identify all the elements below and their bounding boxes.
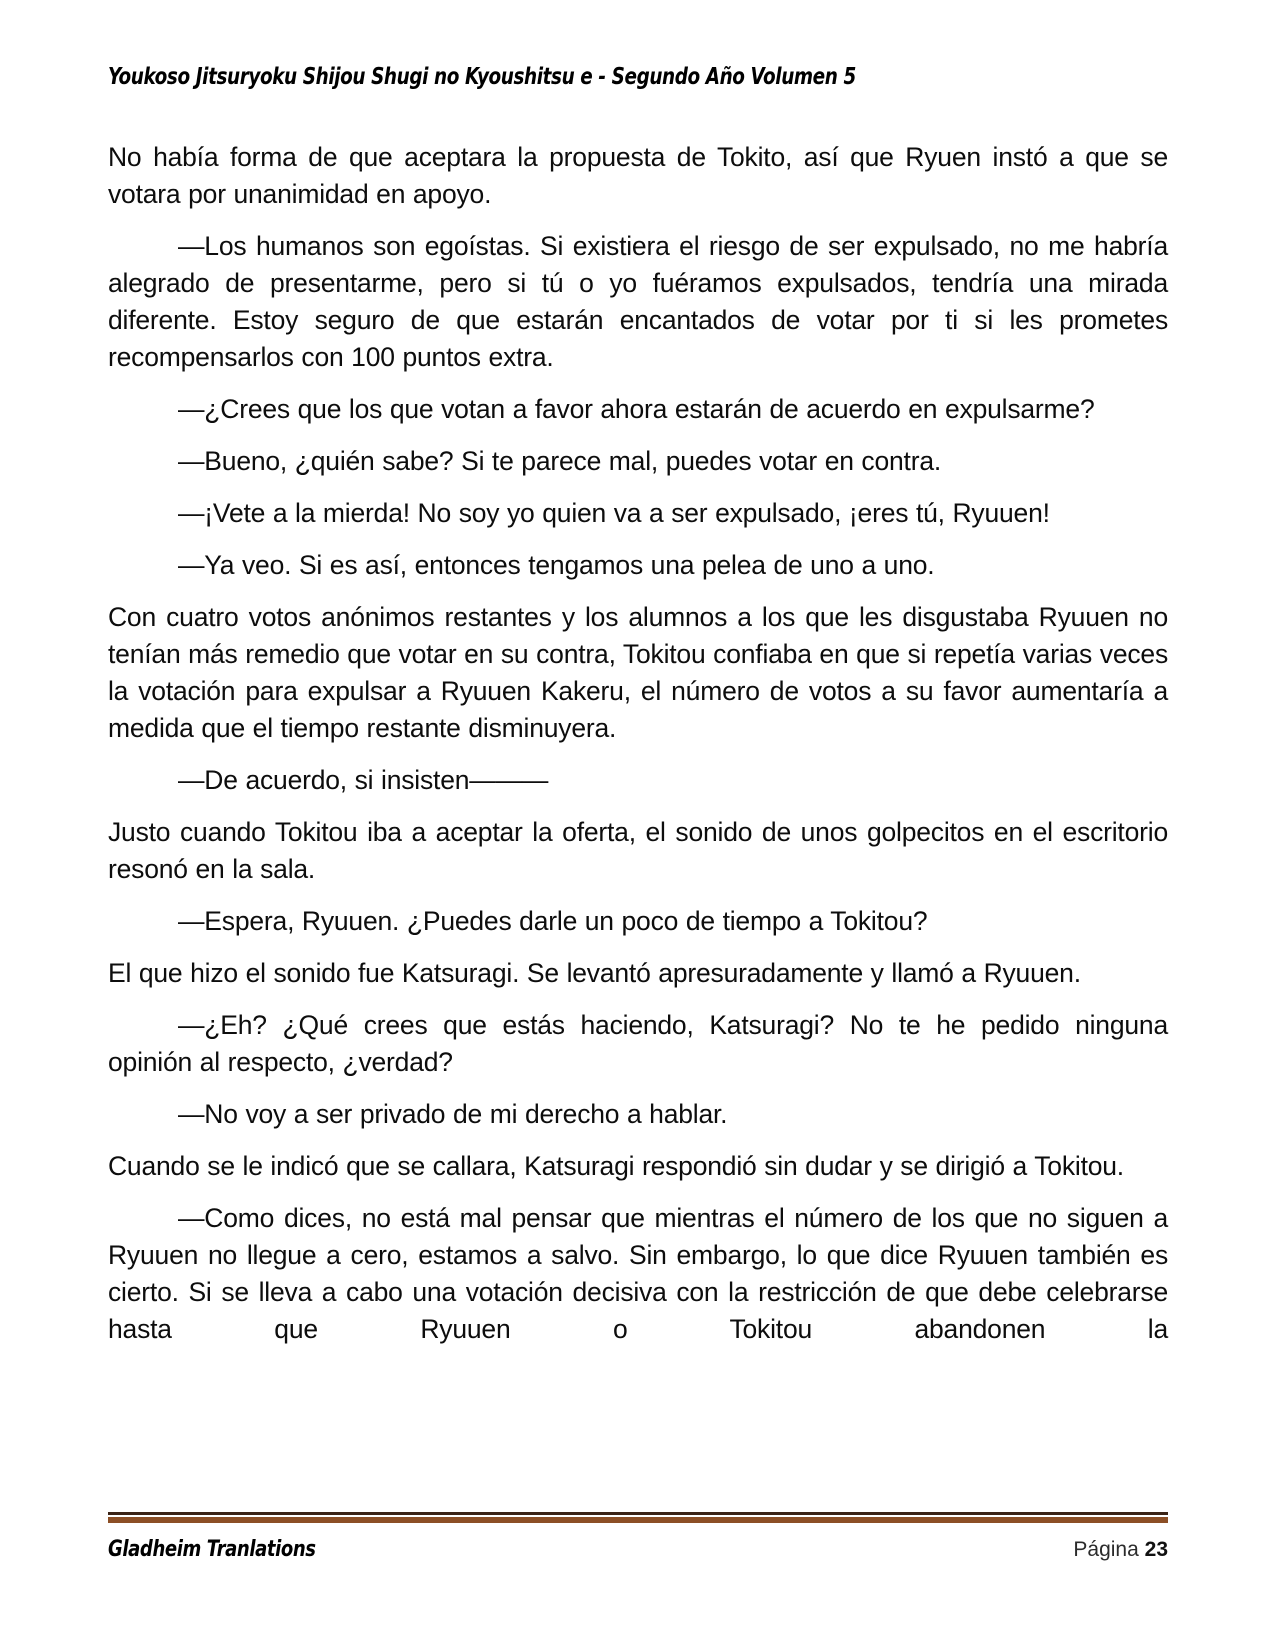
page-number [1073,1538,1168,1562]
paragraph-narration: No había forma de que aceptara la propuesta de Tokito, así que Ryuen instó a que se votara por unanimidad en apoyo. [108,142,1168,209]
paragraph-dialogue: —¿Eh? ¿Qué crees que estás haciendo, Katsuragi? No te he pedido ninguna opinión al respecto, ¿verdad? [108,1010,1168,1077]
translator-credit: Gladheim Tranlations [108,1537,316,1562]
page-footer [108,1512,1168,1562]
paragraph-narration: Justo cuando Tokitou iba a aceptar la oferta, el sonido de unos golpecitos en el escritorio resonó en la sala. [108,817,1168,884]
footer-rule-dark-line [108,1512,1168,1515]
paragraph-narration: Cuando se le indicó que se callara, Katsuragi respondió sin dudar y se dirigió a Tokitou. [108,1151,1124,1181]
paragraph-dialogue: —No voy a ser privado de mi derecho a hablar. [178,1099,728,1129]
page-body [108,139,1168,1363]
paragraph-dialogue: —Bueno, ¿quién sabe? Si te parece mal, puedes votar en contra. [178,446,942,476]
paragraph-dialogue: —¡Vete a la mierda! No soy yo quien va a ser expulsado, ¡eres tú, Ryuuen! [178,498,1050,528]
page-header-title: Youkoso Jitsuryoku Shijou Shugi no Kyoushitsu e - Segundo Año Volumen 5 [108,64,856,90]
footer-rule-brown-line [108,1517,1168,1523]
page-number-value: 23 [1144,1538,1168,1561]
paragraph-dialogue: —Como dices, no está mal pensar que mientras el número de los que no siguen a Ryuuen no llegue a cero, estamos a salvo. Sin embargo, lo que dice Ryuuen también es cierto. Si se lleva a cabo una votación decisiva con la restricción de que debe celebrarse hasta que Ryuuen o Tokitou abandonen la [108,1203,1168,1344]
paragraph-dialogue: —De acuerdo, si insisten——— [178,765,549,795]
footer-rule [108,1512,1168,1523]
paragraph-dialogue: —Los humanos son egoístas. Si existiera el riesgo de ser expulsado, no me habría alegrado de presentarme, pero si tú o yo fuéramos expulsados, tendría una mirada diferente. Estoy seguro de que estarán encantados de votar por ti si les prometes recompensarlos con 100 puntos extra. [108,231,1168,372]
page-number-label: Página [1073,1538,1139,1561]
footer-text-row [108,1537,1168,1562]
paragraph-dialogue: —¿Crees que los que votan a favor ahora estarán de acuerdo en expulsarme? [178,394,1095,424]
paragraph-narration: Con cuatro votos anónimos restantes y los alumnos a los que les disgustaba Ryuuen no tenían más remedio que votar en su contra, Tokitou confiaba en que si repetía varias veces la votación para expulsar a Ryuuen Kakeru, el número de votos a su favor aumentaría a medida que el tiempo restante disminuyera. [108,602,1168,743]
paragraph-dialogue: —Espera, Ryuuen. ¿Puedes darle un poco de tiempo a Tokitou? [178,906,928,936]
page-header [108,64,1167,90]
paragraph-narration: El que hizo el sonido fue Katsuragi. Se levantó apresuradamente y llamó a Ryuuen. [108,958,1081,988]
paragraph-dialogue: —Ya veo. Si es así, entonces tengamos una pelea de uno a uno. [178,550,935,580]
